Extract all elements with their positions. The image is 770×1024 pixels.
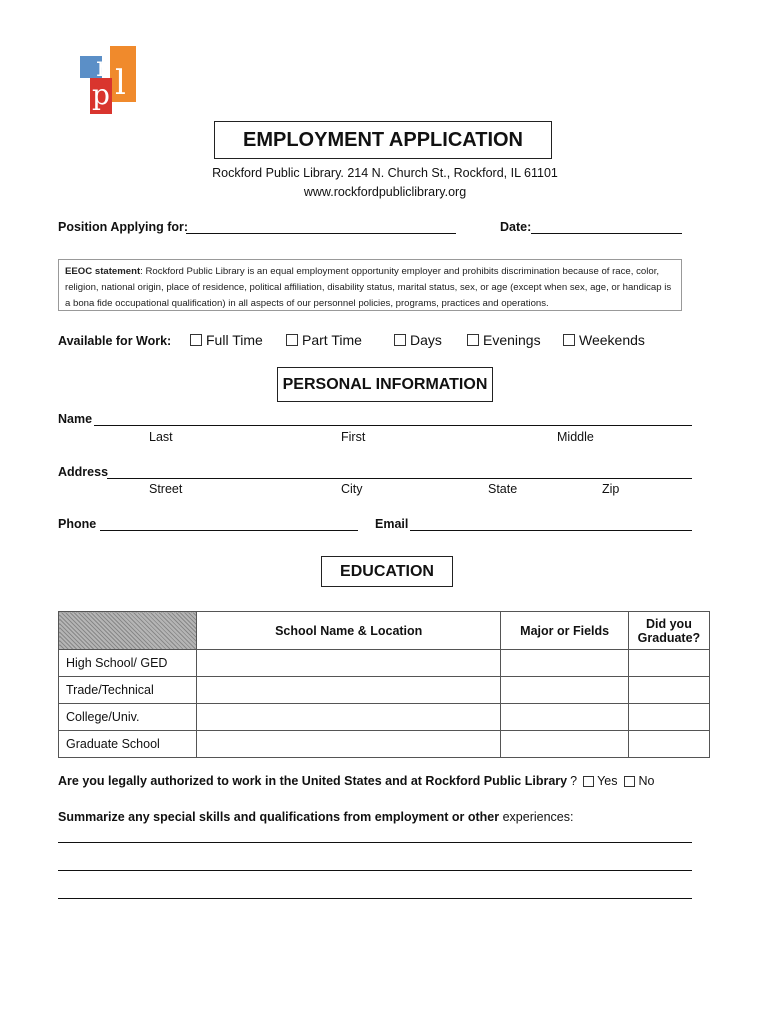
major-cell[interactable] — [501, 704, 628, 731]
name-first-caption: First — [341, 430, 366, 444]
option-weekends[interactable] — [563, 332, 645, 348]
eeoc-statement — [58, 259, 682, 311]
column-major: Major or Fields — [501, 612, 628, 650]
school-cell[interactable] — [196, 704, 500, 731]
row-label: Trade/Technical — [59, 677, 197, 704]
major-cell[interactable] — [501, 731, 628, 758]
row-label: College/Univ. — [59, 704, 197, 731]
school-cell[interactable] — [196, 731, 500, 758]
logo-text-r: r — [96, 50, 110, 83]
checkbox-icon[interactable] — [190, 334, 202, 346]
education-heading: EDUCATION — [321, 556, 453, 587]
row-label: High School/ GED — [59, 650, 197, 677]
table-corner-cell — [59, 612, 197, 650]
name-field[interactable] — [94, 425, 692, 426]
phone-field[interactable] — [100, 530, 358, 531]
page-title: EMPLOYMENT APPLICATION — [214, 121, 552, 159]
available-label: Available for Work: — [58, 334, 172, 348]
skills-line-3[interactable] — [58, 898, 692, 899]
yes-label: Yes — [597, 774, 618, 788]
position-field[interactable] — [186, 233, 456, 234]
yes-checkbox-icon[interactable] — [583, 776, 594, 787]
graduate-cell[interactable] — [628, 731, 709, 758]
eeoc-text: : Rockford Public Library is an equal employment opportunity employer and prohibits discrimination because of race, color, religion, national origin, place of residence, political affiliation, disability status, marital status, sex, or age (except when sex, age, or handicap is a bona fide occupational qualification) in all aspects of our personnel policies, programs, practices and operations. — [65, 266, 672, 309]
table-header-row — [59, 612, 710, 650]
date-label: Date: — [500, 220, 532, 234]
major-cell[interactable] — [501, 650, 628, 677]
option-days[interactable] — [394, 332, 442, 348]
phone-label: Phone — [58, 517, 97, 531]
email-label: Email — [375, 517, 409, 531]
graduate-cell[interactable] — [628, 677, 709, 704]
column-school: School Name & Location — [196, 612, 500, 650]
skills-line-1[interactable] — [58, 842, 692, 843]
option-part-time[interactable] — [286, 332, 362, 348]
option-label: Part Time — [302, 332, 362, 348]
table-row — [59, 731, 710, 758]
graduate-cell[interactable] — [628, 650, 709, 677]
address-zip-caption: Zip — [602, 482, 620, 496]
table-row — [59, 677, 710, 704]
checkbox-icon[interactable] — [563, 334, 575, 346]
name-middle-caption: Middle — [557, 430, 594, 444]
row-label: Graduate School — [59, 731, 197, 758]
personal-info-heading: PERSONAL INFORMATION — [277, 367, 493, 402]
position-label: Position Applying for: — [58, 220, 189, 234]
education-table — [58, 611, 710, 758]
table-row — [59, 650, 710, 677]
library-address: Rockford Public Library. 214 N. Church St., Rockford, IL 61101 — [212, 166, 558, 180]
authorization-question — [58, 774, 654, 788]
skills-line-2[interactable] — [58, 870, 692, 871]
option-label: Days — [410, 332, 442, 348]
major-cell[interactable] — [501, 677, 628, 704]
school-cell[interactable] — [196, 677, 500, 704]
skills-label-bold: Summarize any special skills and qualifications from employment or other — [58, 810, 500, 824]
authorization-qmark: ? — [570, 774, 578, 788]
no-label: No — [638, 774, 655, 788]
library-website[interactable]: www.rockfordpubliclibrary.org — [303, 185, 467, 199]
option-label: Full Time — [206, 332, 263, 348]
table-row — [59, 704, 710, 731]
address-field[interactable] — [107, 478, 692, 479]
date-field[interactable] — [531, 233, 682, 234]
logo-text-p: p — [92, 78, 110, 111]
skills-label-rest: experiences: — [499, 810, 574, 824]
option-evenings[interactable] — [467, 332, 541, 348]
eeoc-label: EEOC statement — [65, 266, 141, 277]
address-label: Address — [58, 465, 109, 479]
address-state-caption: State — [488, 482, 518, 496]
skills-prompt — [58, 810, 573, 824]
authorization-text: Are you legally authorized to work in the United States and at Rockford Public Library — [58, 774, 568, 788]
option-label: Weekends — [579, 332, 645, 348]
checkbox-icon[interactable] — [467, 334, 479, 346]
option-full-time[interactable] — [190, 332, 263, 348]
logo-text-l: l — [115, 63, 126, 103]
address-city-caption: City — [341, 482, 363, 496]
email-field[interactable] — [410, 530, 692, 531]
school-cell[interactable] — [196, 650, 500, 677]
graduate-cell[interactable] — [628, 704, 709, 731]
checkbox-icon[interactable] — [286, 334, 298, 346]
name-last-caption: Last — [149, 430, 173, 444]
no-checkbox-icon[interactable] — [624, 776, 635, 787]
address-street-caption: Street — [149, 482, 183, 496]
checkbox-icon[interactable] — [394, 334, 406, 346]
column-graduate: Did you Graduate? — [628, 612, 709, 650]
option-label: Evenings — [483, 332, 541, 348]
name-label: Name — [58, 412, 93, 426]
rpl-logo — [80, 46, 138, 116]
